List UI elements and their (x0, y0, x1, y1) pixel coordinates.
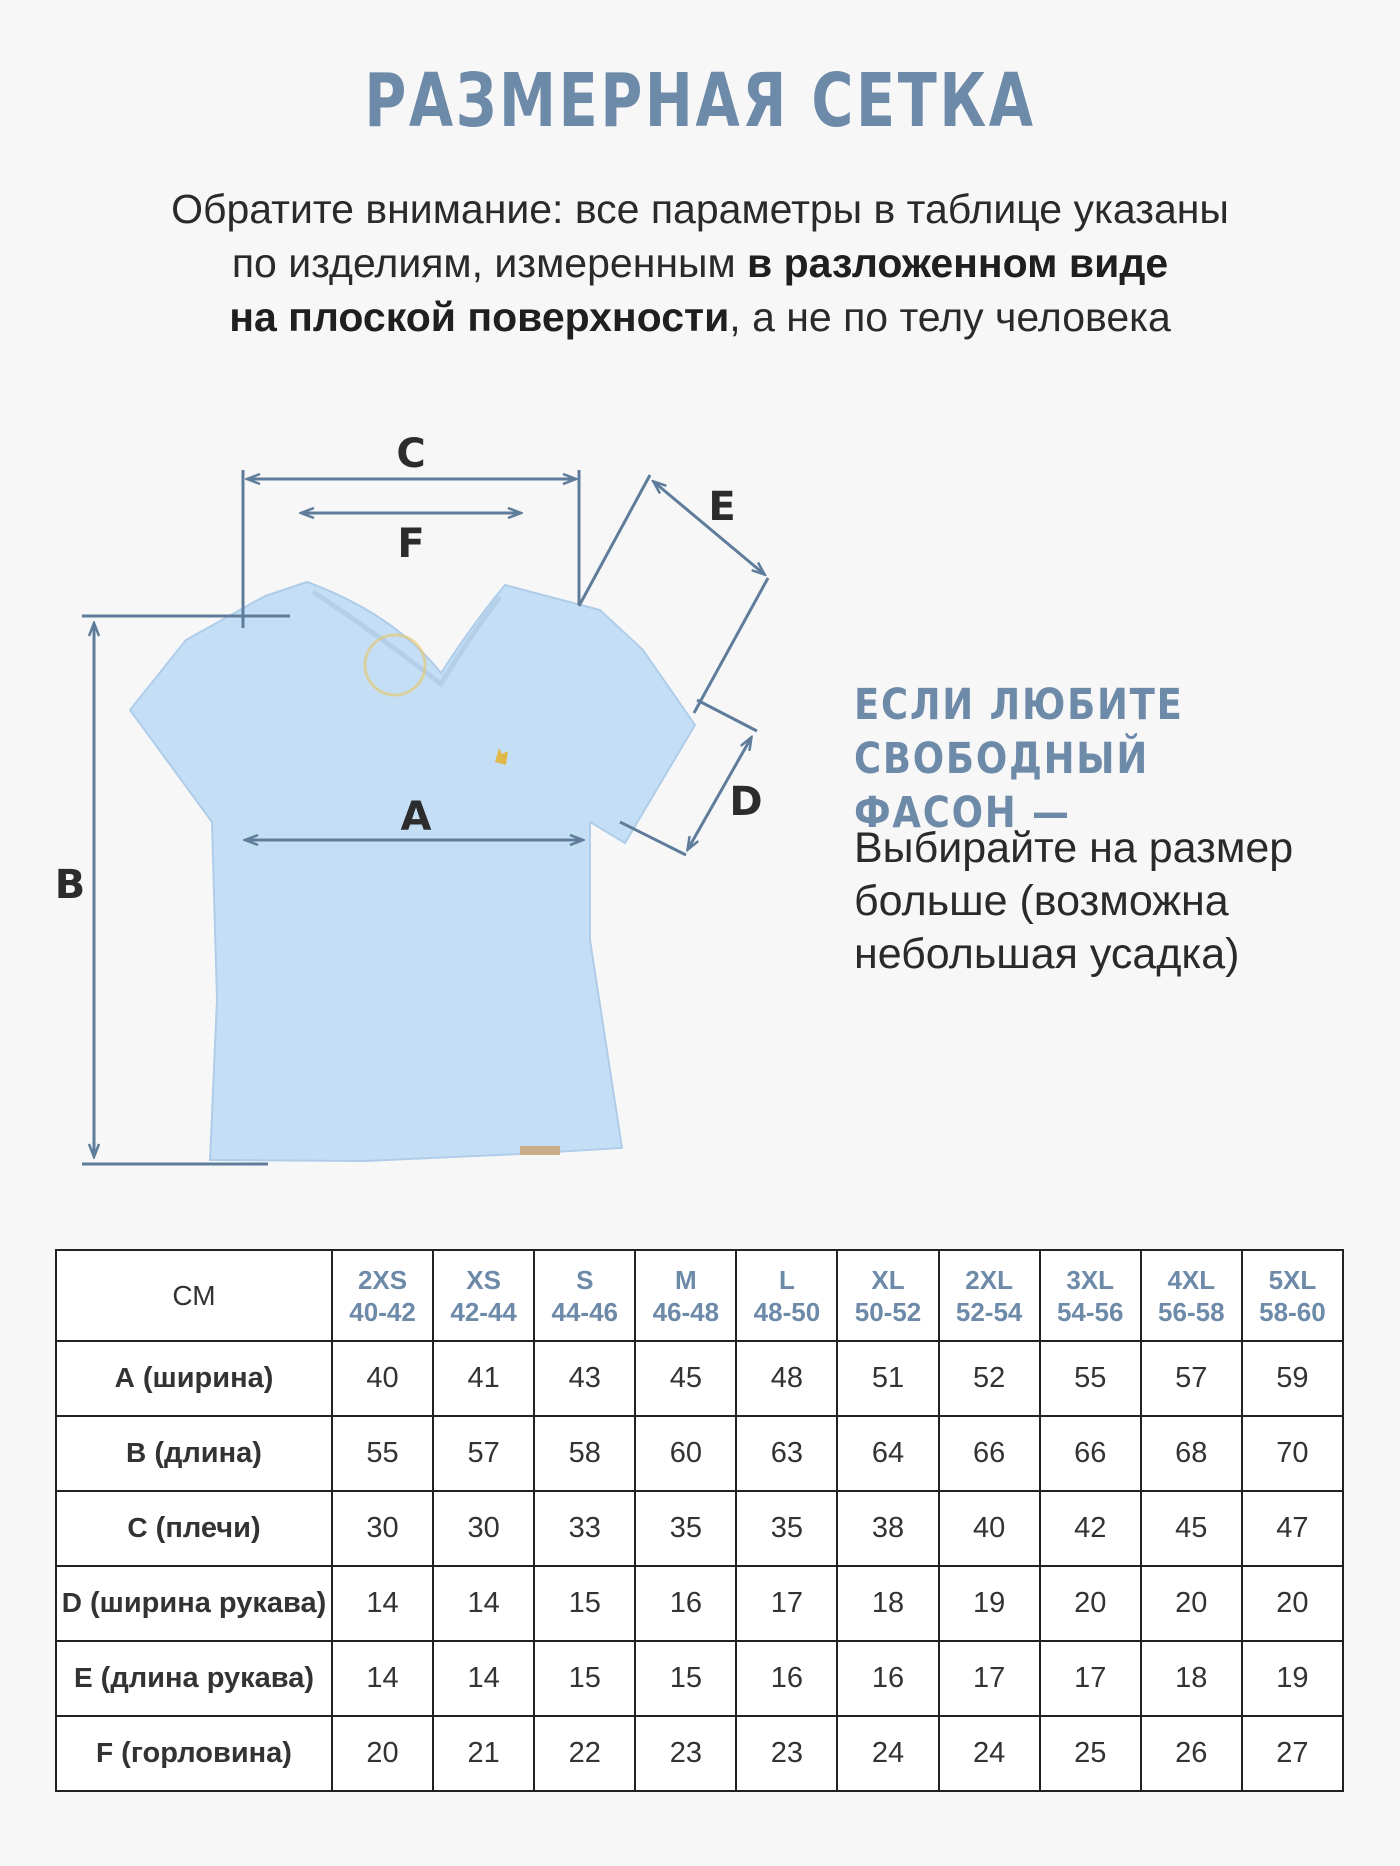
table-cell: 24 (837, 1716, 938, 1791)
table-row (56, 1491, 1343, 1566)
row-name: (длина) (146, 1437, 262, 1469)
table-cell: 23 (635, 1716, 736, 1791)
table-cell: 25 (1040, 1716, 1141, 1791)
table-cell: 41 (433, 1341, 534, 1416)
table-cell: 14 (433, 1641, 534, 1716)
size-ru-range: 50-52 (854, 1296, 922, 1327)
size-label: 2XS (357, 1264, 408, 1295)
size-ru-range: 54-56 (1056, 1296, 1124, 1327)
size-header (1141, 1250, 1242, 1341)
table-cell: 57 (1141, 1341, 1242, 1416)
size-label: 5XL (1268, 1264, 1317, 1295)
table-body (56, 1341, 1343, 1791)
table-cell: 64 (837, 1416, 938, 1491)
size-ru-range: 48-50 (753, 1296, 821, 1327)
notice-emphasis: на плоской поверхности (229, 294, 730, 340)
size-ru-range: 40-42 (349, 1296, 416, 1327)
e-guide-right (694, 578, 768, 713)
table-cell: 22 (534, 1716, 635, 1791)
table-cell: 59 (1242, 1341, 1343, 1416)
row-label (56, 1641, 332, 1716)
table-row (56, 1341, 1343, 1416)
side-advice (854, 822, 1374, 981)
table-row (56, 1641, 1343, 1716)
e-guide-left (579, 475, 650, 606)
row-label (56, 1341, 332, 1416)
row-label (56, 1566, 332, 1641)
table-cell: 30 (433, 1491, 534, 1566)
row-letter: D (61, 1587, 82, 1618)
table-cell: 18 (1141, 1641, 1242, 1716)
page-title: РАЗМЕРНАЯ СЕТКА (364, 58, 1036, 144)
size-header (433, 1250, 534, 1341)
table-cell: 16 (635, 1566, 736, 1641)
side-heading-line-2: СВОБОДНЫЙ ФАСОН — (854, 734, 1150, 838)
table-cell: 47 (1242, 1491, 1343, 1566)
row-letter: F (96, 1737, 114, 1768)
table-cell: 55 (332, 1416, 433, 1491)
row-name: (горловина) (113, 1737, 292, 1769)
table-cell: 24 (939, 1716, 1040, 1791)
table-cell: 16 (837, 1641, 938, 1716)
table-cell: 20 (1040, 1566, 1141, 1641)
table-cell: 30 (332, 1491, 433, 1566)
table-cell: 58 (534, 1416, 635, 1491)
table-cell: 15 (635, 1641, 736, 1716)
label-b: B (54, 862, 86, 908)
unit-header: СМ (56, 1250, 332, 1341)
table-cell: 57 (433, 1416, 534, 1491)
table-cell: 20 (1242, 1566, 1343, 1641)
table-cell: 51 (837, 1341, 938, 1416)
table-cell: 45 (1141, 1491, 1242, 1566)
size-ru-range: 58-60 (1259, 1296, 1326, 1327)
table-cell: 18 (837, 1566, 938, 1641)
label-f: F (397, 521, 425, 567)
table-cell: 60 (635, 1416, 736, 1491)
table-cell: 38 (837, 1491, 938, 1566)
row-letter: B (126, 1437, 147, 1468)
table-cell: 52 (939, 1341, 1040, 1416)
notice-line-1: Обратите внимание: все параметры в таблице указаны (171, 186, 1229, 232)
table-cell: 26 (1141, 1716, 1242, 1791)
row-name: (ширина рукава) (81, 1587, 327, 1619)
size-header (534, 1250, 635, 1341)
table-cell: 14 (433, 1566, 534, 1641)
d-guide-top (697, 700, 757, 731)
table-cell: 16 (736, 1641, 837, 1716)
table-cell: 23 (736, 1716, 837, 1791)
size-label: 2XL (965, 1264, 1013, 1295)
d-guide-bottom (620, 822, 686, 855)
table-cell: 42 (1040, 1491, 1141, 1566)
row-name: (длина рукава) (92, 1662, 315, 1694)
row-name: (ширина) (134, 1362, 274, 1394)
size-label: 4XL (1167, 1264, 1216, 1295)
size-header (1040, 1250, 1141, 1341)
notice-text: по изделиям, измеренным (231, 240, 748, 286)
row-label (56, 1716, 332, 1791)
table-cell: 35 (736, 1491, 837, 1566)
table-cell: 17 (736, 1566, 837, 1641)
table-cell: 20 (332, 1716, 433, 1791)
table-cell: 19 (1242, 1641, 1343, 1716)
side-text-line-3: небольшая усадка) (854, 930, 1240, 978)
label-a: A (400, 794, 432, 840)
table-row (56, 1416, 1343, 1491)
table-cell: 15 (534, 1641, 635, 1716)
size-header (837, 1250, 938, 1341)
size-label: XS (466, 1264, 501, 1295)
size-header (1242, 1250, 1343, 1341)
label-c: C (396, 431, 426, 477)
row-letter: C (127, 1512, 148, 1543)
table-cell: 66 (1040, 1416, 1141, 1491)
table-row (56, 1566, 1343, 1641)
size-label: M (674, 1264, 697, 1295)
notice-text: , а не по телу человека (729, 294, 1171, 340)
notice-emphasis: в разложенном виде (747, 240, 1169, 286)
size-header (635, 1250, 736, 1341)
table-cell: 33 (534, 1491, 635, 1566)
size-label: 3XL (1066, 1264, 1115, 1295)
row-label (56, 1416, 332, 1491)
label-e: E (708, 484, 736, 530)
size-ru-range: 44-46 (551, 1296, 618, 1327)
table-cell: 20 (1141, 1566, 1242, 1641)
row-label (56, 1491, 332, 1566)
size-label: S (576, 1264, 594, 1295)
table-cell: 68 (1141, 1416, 1242, 1491)
table-cell: 40 (332, 1341, 433, 1416)
size-table (55, 1249, 1344, 1792)
table-cell: 40 (939, 1491, 1040, 1566)
table-cell: 15 (534, 1566, 635, 1641)
tshirt-illustration (130, 582, 695, 1161)
table-cell: 55 (1040, 1341, 1141, 1416)
size-header (332, 1250, 433, 1341)
table-cell: 17 (939, 1641, 1040, 1716)
table-cell: 14 (332, 1566, 433, 1641)
table-cell: 48 (736, 1341, 837, 1416)
size-header (736, 1250, 837, 1341)
table-cell: 43 (534, 1341, 635, 1416)
table-cell: 66 (939, 1416, 1040, 1491)
label-d: D (729, 779, 763, 825)
side-text-line-2: больше (возможна (854, 877, 1229, 925)
size-ru-range: 52-54 (955, 1296, 1023, 1327)
side-text-line-1: Выбирайте на размер (854, 824, 1294, 872)
row-name: (плечи) (147, 1512, 261, 1544)
row-letter: A (114, 1362, 135, 1393)
table-header-row (56, 1250, 1343, 1341)
size-ru-range: 42-44 (450, 1296, 517, 1327)
table-cell: 19 (939, 1566, 1040, 1641)
table-cell: 27 (1242, 1716, 1343, 1791)
row-letter: E (73, 1662, 93, 1693)
size-ru-range: 46-48 (652, 1296, 720, 1327)
side-heading (854, 678, 1301, 840)
table-cell: 70 (1242, 1416, 1343, 1491)
table-cell: 21 (433, 1716, 534, 1791)
table-row (56, 1716, 1343, 1791)
size-label: L (778, 1264, 795, 1295)
size-header (939, 1250, 1040, 1341)
table-cell: 63 (736, 1416, 837, 1491)
table-cell: 45 (635, 1341, 736, 1416)
size-ru-range: 56-58 (1158, 1296, 1225, 1327)
table-cell: 14 (332, 1641, 433, 1716)
table-cell: 17 (1040, 1641, 1141, 1716)
size-label: XL (871, 1264, 905, 1295)
side-heading-line-1: ЕСЛИ ЛЮБИТЕ (854, 680, 1184, 730)
hem-label-icon (520, 1146, 560, 1155)
table-cell: 35 (635, 1491, 736, 1566)
